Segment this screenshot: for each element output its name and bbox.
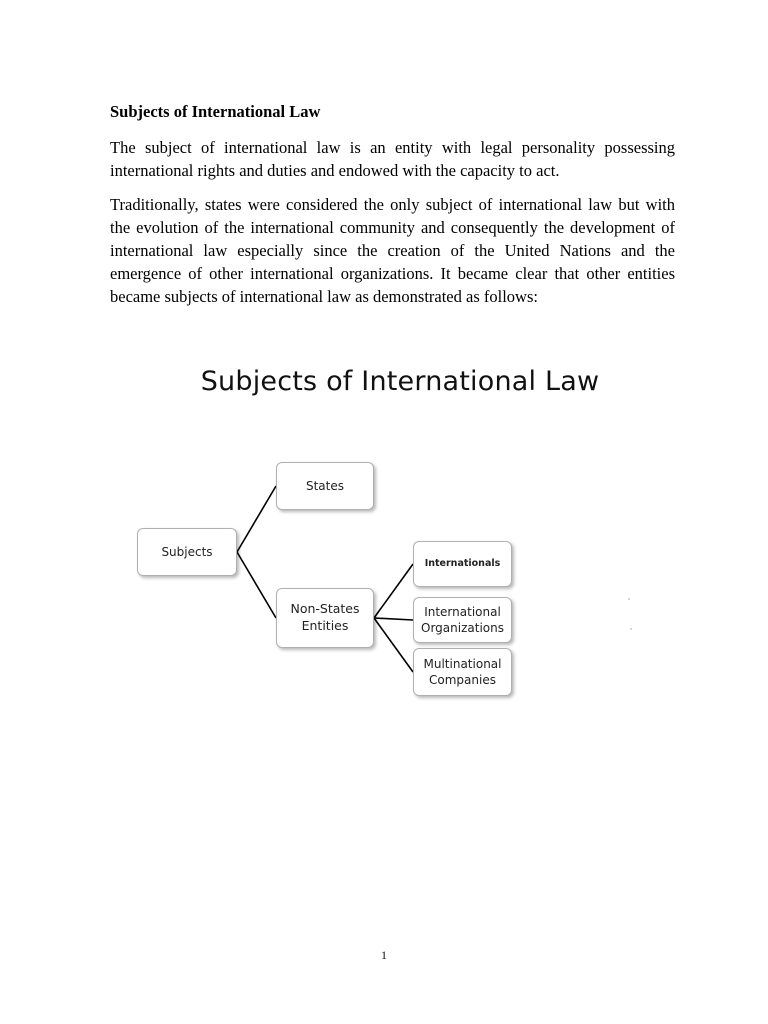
node-internationals (413, 541, 512, 587)
paragraph-definition: The subject of international law is an entity with legal personality possessing international rights and duties and endowed with the capacity to act. (110, 138, 675, 180)
node-multinational-label-line2: Companies (429, 673, 496, 687)
connector-subjects-states (237, 486, 276, 552)
node-states-label: States (305, 478, 344, 493)
section-heading: Subjects of International Law (110, 102, 321, 121)
node-multinational-label-line1: Multinational (423, 656, 502, 671)
node-international-organizations (413, 597, 512, 643)
node-non-states-label-line2: Entities (301, 618, 349, 633)
scan-speck (630, 628, 632, 630)
node-non-states-label-line1: Non-States (290, 601, 360, 617)
node-internationals-label: Internationals (424, 557, 501, 569)
connector-subjects-nonstates (237, 552, 276, 618)
page-number: 1 (381, 948, 387, 962)
connector-nonstates-intlorgs (374, 618, 413, 620)
node-subjects (137, 528, 237, 576)
node-intl-orgs-label-line2: Organizations (421, 621, 504, 635)
connector-nonstates-internationals (374, 564, 413, 618)
node-subjects-label: Subjects (161, 544, 213, 559)
scan-speck (628, 598, 630, 600)
node-intl-orgs-label-line1: International (424, 604, 501, 619)
connector-nonstates-multinational (374, 618, 413, 672)
diagram-title: Subjects of International Law (200, 366, 600, 397)
node-multinational-companies (413, 648, 512, 696)
node-states (276, 462, 374, 510)
paragraph-traditional-view: Traditionally, states were considered the only subject of international law but with the evolution of the international community and consequently the development of international law especially since the creation of the United Nations and the emergence of other international organizations. It became clear that other entities became subjects of international law as demonstrated as follows: (110, 195, 675, 306)
node-non-states-entities (276, 588, 374, 648)
